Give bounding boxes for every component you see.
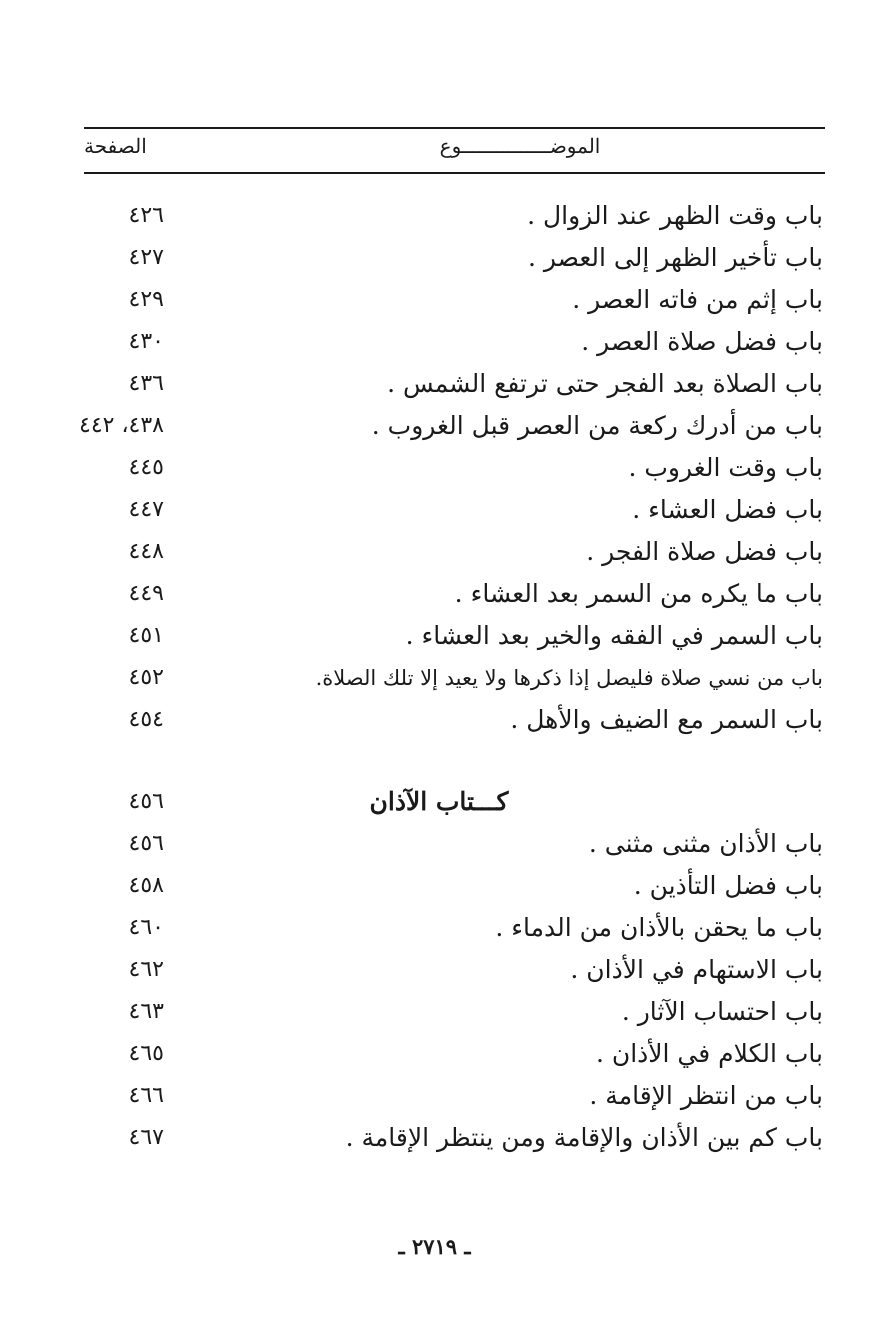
toc-entry: [0, 908, 869, 950]
entry-title: باب فضل التأذين .: [633, 871, 823, 900]
entry-page-number: ٤٦٠: [128, 915, 164, 940]
entry-page-number: ٤٢٩: [128, 287, 164, 312]
entry-page-number: ٤٦٦: [128, 1083, 164, 1108]
entry-title: باب كم بين الأذان والإقامة ومن ينتظر الإقامة .: [345, 1123, 823, 1152]
entry-page-number: ٤٦٢: [128, 957, 164, 982]
toc-entry: [0, 280, 869, 322]
entry-title: باب ما يحقن بالأذان من الدماء .: [495, 913, 823, 942]
entry-page-number: ٤٦٥: [128, 1041, 164, 1066]
toc-entry: [0, 616, 869, 658]
entry-title: باب من نسي صلاة فليصل إذا ذكرها ولا يعيد إلا تلك الصلاة.: [315, 666, 823, 690]
toc-entry: [0, 700, 869, 742]
topic-column-header: الموضـــــــــــــــوع: [439, 134, 601, 158]
toc-entry: [0, 238, 869, 280]
entry-page-number: ٤٦٣: [128, 999, 164, 1024]
entry-page-number: ٤٤٧: [128, 497, 164, 522]
entry-title: باب وقت الظهر عند الزوال .: [527, 201, 823, 230]
section-heading-title: كـــتاب الآذان: [369, 787, 509, 816]
entry-page-number: ٤٦٧: [128, 1125, 164, 1150]
toc-entry: [0, 824, 869, 866]
toc-entry: [0, 322, 869, 364]
page-folio-number: ـ ٢٧١٩ ـ: [398, 1234, 471, 1259]
toc-entry: [0, 196, 869, 238]
toc-entry: [0, 406, 869, 448]
toc-entry: [0, 992, 869, 1034]
entry-page-number: ٤٢٧: [128, 245, 164, 270]
entry-page-number: ٤٣٨، ٤٤٢: [79, 413, 164, 438]
entry-title: باب وقت الغروب .: [628, 453, 823, 482]
toc-entry: [0, 532, 869, 574]
entry-page-number: ٤٣٦: [128, 371, 164, 396]
entry-page-number: ٤٥٢: [128, 665, 164, 690]
entry-title: باب فضل صلاة العصر .: [581, 327, 823, 356]
entry-title: باب فضل صلاة الفجر .: [586, 537, 823, 566]
entry-title: باب إثم من فاته العصر .: [572, 285, 823, 314]
entry-page-number: ٤٥١: [128, 623, 164, 648]
toc-entry: [0, 1118, 869, 1160]
entry-title: باب السمر في الفقه والخير بعد العشاء .: [405, 621, 823, 650]
header-bottom-rule: [84, 172, 825, 174]
entry-title: باب الاستهام في الأذان .: [570, 955, 823, 984]
page-column-header: الصفحة: [84, 134, 147, 158]
toc-entry: [0, 658, 869, 700]
entry-page-number: ٤٤٩: [128, 581, 164, 606]
toc-entry: [0, 490, 869, 532]
entry-page-number: ٤٣٠: [128, 329, 164, 354]
header-top-rule: [84, 127, 825, 129]
toc-entry: [0, 950, 869, 992]
toc-entry: [0, 866, 869, 908]
toc-entry: [0, 364, 869, 406]
toc-entry: [0, 1076, 869, 1118]
entry-page-number: ٤٥٦: [128, 789, 164, 814]
entry-page-number: ٤٤٨: [128, 539, 164, 564]
toc-entry: [0, 1034, 869, 1076]
entry-title: باب من انتظر الإقامة .: [589, 1081, 823, 1110]
entry-page-number: ٤٤٥: [128, 455, 164, 480]
toc-list: [0, 196, 869, 1160]
entry-title: باب الأذان مثنى مثنى .: [588, 829, 823, 858]
entry-page-number: ٤٢٦: [128, 203, 164, 228]
entry-page-number: ٤٥٨: [128, 873, 164, 898]
entry-title: باب الصلاة بعد الفجر حتى ترتفع الشمس .: [387, 369, 823, 398]
entry-title: باب فضل العشاء .: [632, 495, 823, 524]
entry-title: باب تأخير الظهر إلى العصر .: [527, 243, 823, 272]
entry-page-number: ٤٥٤: [128, 707, 164, 732]
toc-entry: [0, 448, 869, 490]
toc-entry: [0, 574, 869, 616]
entry-title: باب احتساب الآثار .: [621, 997, 823, 1026]
entry-title: باب ما يكره من السمر بعد العشاء .: [454, 579, 823, 608]
entry-title: باب السمر مع الضيف والأهل .: [510, 705, 823, 734]
toc-section-heading: [0, 782, 869, 824]
entry-title: باب من أدرك ركعة من العصر قبل الغروب .: [371, 411, 823, 440]
entry-page-number: ٤٥٦: [128, 831, 164, 856]
entry-title: باب الكلام في الأذان .: [595, 1039, 823, 1068]
